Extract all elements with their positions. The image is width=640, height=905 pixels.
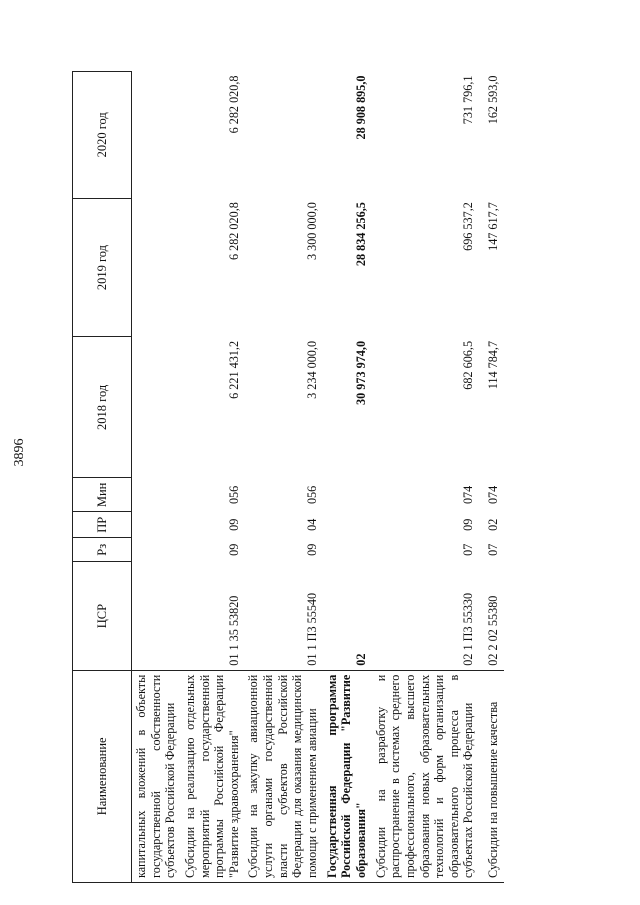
row-rz: 07 <box>486 543 501 556</box>
row-2020: 28 908 895,0 <box>353 75 368 140</box>
row-2018: 114 784,7 <box>486 340 501 390</box>
row-2019: 3 300 000,0 <box>305 202 320 261</box>
row-csr: 02 1 П3 55330 <box>461 592 476 666</box>
row-2018: 682 606,5 <box>461 340 476 390</box>
row-name: Государственная программа Российской Федерации "Развитие образования" <box>323 670 372 882</box>
table-row <box>244 72 322 883</box>
row-min: 074 <box>461 485 476 505</box>
row-name: Субсидии на разработку и распространение в системах среднего профессионального, высшего образования новых образовательных технологий и форм организации образовательного процесса в субъектах Российской Федерации <box>372 670 479 882</box>
row-2019: 6 282 020,8 <box>226 202 241 261</box>
row-2018 <box>132 337 181 478</box>
row-csr: 01 1 П3 55540 <box>305 592 320 666</box>
row-2018: 3 234 000,0 <box>305 340 320 399</box>
table-row <box>479 72 504 883</box>
row-name: капитальных вложений в объекты государственной собственности субъектов Российской Федерации <box>132 670 181 882</box>
row-2018: 6 221 431,2 <box>226 340 241 399</box>
row-2020 <box>132 72 181 199</box>
row-min: 056 <box>226 485 241 505</box>
row-2020 <box>244 72 322 199</box>
row-pr <box>132 512 181 538</box>
header-name: Наименование <box>73 670 132 882</box>
row-csr: 01 1 35 53820 <box>226 595 241 666</box>
header-pr: ПР <box>73 512 132 538</box>
row-2019: 696 537,2 <box>461 202 476 251</box>
row-2019 <box>132 198 181 337</box>
row-rz <box>132 538 181 562</box>
row-csr: 02 2 02 55380 <box>486 595 501 666</box>
page-number: 3896 <box>12 438 27 467</box>
row-2018: 30 973 974,0 <box>353 340 368 405</box>
row-pr: 09 <box>461 518 476 531</box>
row-rz <box>323 538 372 562</box>
row-pr <box>323 512 372 538</box>
table-row <box>323 72 372 883</box>
table-row <box>372 72 479 883</box>
table-row <box>132 72 181 883</box>
row-rz: 09 <box>305 543 320 556</box>
row-rz: 07 <box>461 543 476 556</box>
header-csr: ЦСР <box>73 562 132 670</box>
row-2020: 6 282 020,8 <box>226 75 241 134</box>
budget-table <box>72 71 504 883</box>
header-min: Мин <box>73 478 132 512</box>
header-2019: 2019 год <box>73 198 132 337</box>
table-header-row <box>73 72 132 883</box>
row-min: 074 <box>486 485 501 505</box>
row-min <box>132 478 181 512</box>
row-name: Субсидии на закупку авиационной услуги органами государственной власти субъектов Российской Федерации для оказания медицинской помощи с применением авиации <box>244 670 322 882</box>
header-2018: 2018 год <box>73 337 132 478</box>
row-pr: 04 <box>305 518 320 531</box>
row-min <box>323 478 372 512</box>
row-2020: 162 593,0 <box>486 75 501 125</box>
row-min: 056 <box>305 485 320 505</box>
row-csr <box>132 562 181 670</box>
row-rz: 09 <box>226 543 241 556</box>
row-2020: 731 796,1 <box>461 75 476 125</box>
header-2020: 2020 год <box>73 72 132 199</box>
row-2019: 28 834 256,5 <box>353 202 368 267</box>
row-pr: 02 <box>486 518 501 531</box>
row-pr: 09 <box>226 518 241 531</box>
row-csr: 02 <box>353 653 368 666</box>
row-name: Субсидии на реализацию отдельных мероприятий государственной программы Российской Федерации "Развитие здравоохранения" <box>181 670 245 882</box>
table-row <box>181 72 245 883</box>
row-2019: 147 617,7 <box>486 202 501 251</box>
row-name: Субсидии на повышение качества <box>479 670 504 882</box>
header-rz: Рз <box>73 538 132 562</box>
